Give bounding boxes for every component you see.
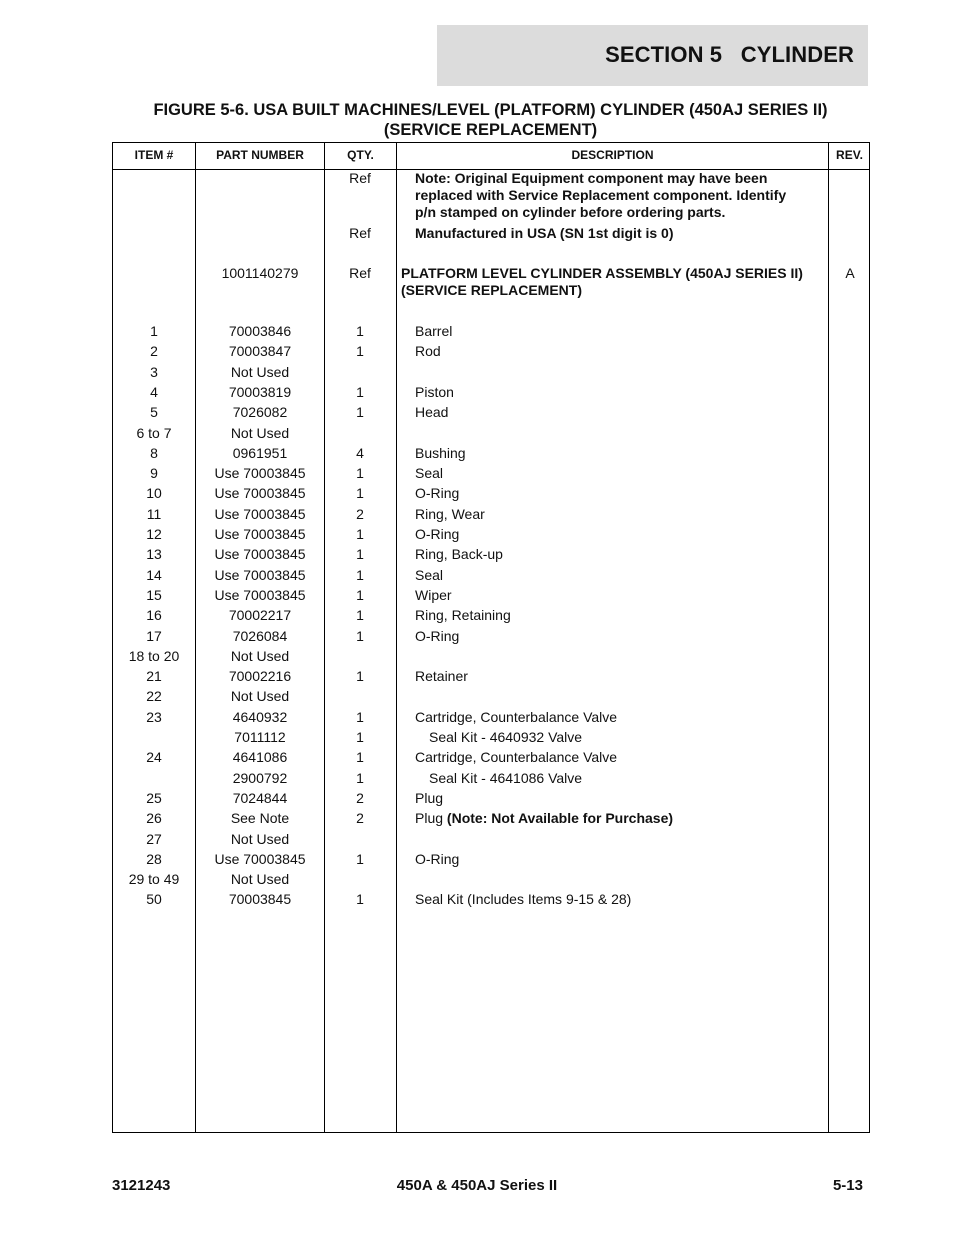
part-number: 7011112: [234, 729, 286, 745]
column-header-item: ITEM #: [134, 148, 174, 162]
assembly-row: [113, 265, 869, 305]
part-number: 7024844: [232, 789, 288, 806]
table-row: [113, 546, 869, 566]
item-number: 26: [146, 810, 162, 827]
part-number: See Note: [230, 810, 290, 827]
quantity: 2: [356, 810, 364, 827]
assembly-description-line: PLATFORM LEVEL CYLINDER ASSEMBLY (450AJ SERIES II): [401, 265, 803, 281]
note-line: Manufactured in USA (SN 1st digit is 0): [415, 225, 674, 241]
assembly-qty: Ref: [349, 265, 371, 281]
table-row: [113, 384, 869, 404]
table-row: [113, 404, 869, 424]
quantity: 1: [356, 607, 364, 624]
part-number: Not Used: [230, 688, 290, 705]
description: [415, 506, 485, 523]
table-row: [113, 810, 869, 830]
item-number: 22: [146, 688, 162, 705]
description: [415, 343, 441, 360]
table-row: [113, 891, 869, 911]
table-row: [113, 425, 869, 445]
item-number: 29 to 49: [128, 871, 180, 888]
note-text: [415, 170, 786, 221]
note-qty: Ref: [349, 225, 371, 241]
description-text: Seal: [415, 566, 444, 583]
figure-title: [112, 100, 869, 140]
description-text: O-Ring: [415, 485, 460, 502]
description-text: Wiper: [415, 586, 452, 603]
note-line: replaced with Service Replacement component. Identify: [415, 187, 787, 203]
description-text: Seal Kit - 4640932 Valve: [429, 729, 583, 745]
quantity: 2: [356, 505, 364, 522]
description-text: Head: [415, 404, 449, 421]
column-header-description: DESCRIPTION: [571, 148, 654, 162]
item-number: 23: [146, 708, 162, 725]
assembly-part-number: 1001140279: [221, 265, 299, 281]
part-number: Use 70003845: [214, 465, 306, 482]
description: [415, 668, 468, 685]
part-number: 7026084: [232, 627, 288, 644]
item-number: 17: [146, 627, 162, 644]
quantity: 1: [356, 546, 364, 563]
item-number: 28: [146, 850, 162, 867]
column-header-part-number: PART NUMBER: [216, 148, 304, 162]
table-row: [113, 465, 869, 485]
part-number: 70003819: [228, 383, 292, 400]
assembly-description-line: (SERVICE REPLACEMENT): [401, 282, 582, 298]
table-row: [113, 485, 869, 505]
part-number: 0961951: [232, 444, 288, 461]
item-number: 11: [146, 505, 162, 522]
quantity: 1: [356, 404, 364, 421]
quantity: 1: [356, 708, 364, 725]
table-row: [113, 668, 869, 688]
description-text: Bushing: [415, 444, 466, 461]
description: [415, 607, 511, 624]
description: [415, 485, 459, 502]
quantity: 4: [356, 444, 364, 461]
quantity: 1: [356, 769, 364, 786]
description-text: Cartridge, Counterbalance Valve: [415, 749, 618, 766]
description: [415, 384, 454, 401]
item-number: 14: [146, 566, 162, 583]
item-number: 21: [146, 668, 162, 685]
description-text: Seal Kit (Includes Items 9-15 & 28): [415, 891, 632, 908]
table-row: [113, 749, 869, 769]
table-row: [113, 770, 869, 790]
part-number: Use 70003845: [214, 485, 306, 502]
item-number: 16: [146, 607, 162, 624]
item-number: 50: [146, 891, 162, 908]
item-number: 3: [150, 363, 158, 380]
description: [415, 587, 452, 604]
table-row: [113, 871, 869, 891]
item-number: 9: [150, 465, 158, 482]
item-number: 6 to 7: [136, 424, 172, 441]
table-row: [113, 364, 869, 384]
item-number: 13: [146, 546, 162, 563]
description: [415, 810, 673, 827]
item-number: 1: [150, 323, 158, 339]
item-number: 27: [146, 830, 162, 847]
section-banner: [437, 25, 868, 86]
item-number: 8: [150, 444, 158, 461]
assembly-rev: A: [845, 265, 855, 281]
description: [415, 709, 617, 726]
quantity: 1: [356, 729, 364, 745]
quantity: 1: [356, 323, 364, 339]
part-number: Use 70003845: [214, 546, 306, 563]
quantity: 1: [356, 383, 364, 400]
part-number: 70003845: [228, 891, 292, 908]
note-row: [113, 225, 869, 245]
quantity: 1: [356, 566, 364, 583]
note-line: Note: Original Equipment component may have been: [415, 170, 768, 186]
description: [429, 770, 582, 787]
table-row: [113, 628, 869, 648]
part-number: 70002217: [228, 607, 292, 624]
item-number: 4: [150, 383, 158, 400]
quantity: 1: [356, 485, 364, 502]
table-row: [113, 790, 869, 810]
quantity: 1: [356, 668, 364, 685]
table-row: [113, 323, 869, 343]
description-text: Ring, Back-up: [415, 546, 503, 563]
quantity: 1: [356, 465, 364, 482]
part-number: 70002216: [228, 668, 292, 685]
item-number: 10: [146, 485, 162, 502]
table-row: [113, 709, 869, 729]
description-text: Cartridge, Counterbalance Valve: [415, 708, 618, 725]
description: [415, 404, 448, 421]
assembly-description: [401, 265, 803, 299]
page-number: 5-13: [832, 1177, 863, 1194]
description: [415, 891, 631, 908]
description-text: Piston: [415, 383, 454, 400]
description-text: O-Ring: [415, 850, 460, 867]
part-number: Use 70003845: [214, 850, 306, 867]
part-number: Not Used: [230, 424, 290, 441]
description-text: Ring, Wear: [415, 505, 485, 522]
table-row: [113, 729, 869, 749]
quantity: 1: [356, 627, 364, 644]
item-number: 25: [146, 789, 162, 806]
description-text: Retainer: [415, 668, 468, 685]
description-text: O-Ring: [415, 526, 460, 542]
description: [415, 526, 459, 543]
description: [429, 729, 582, 746]
part-number: 70003846: [228, 323, 292, 339]
quantity: 1: [356, 749, 364, 766]
part-number: Use 70003845: [214, 526, 306, 542]
table-row: [113, 607, 869, 627]
quantity: 1: [356, 343, 364, 360]
table-row: [113, 506, 869, 526]
description-note: (Note: Not Available for Purchase): [446, 810, 674, 827]
part-number: Not Used: [230, 647, 290, 664]
description: [415, 567, 443, 584]
table-row: [113, 851, 869, 871]
parts-table: [112, 142, 870, 1133]
quantity: 1: [356, 891, 364, 908]
quantity: 2: [356, 789, 364, 806]
description: [415, 546, 503, 563]
table-row: [113, 567, 869, 587]
description-text: Seal Kit - 4641086 Valve: [429, 769, 583, 786]
part-number: 70003847: [228, 343, 292, 360]
part-number: 2900792: [232, 769, 288, 786]
item-number: 12: [146, 526, 162, 542]
part-number: 4640932: [232, 708, 288, 725]
note-qty: Ref: [349, 170, 371, 186]
table-row: [113, 587, 869, 607]
item-number: 18 to 20: [128, 647, 180, 664]
part-number: Not Used: [230, 830, 290, 847]
table-row: [113, 831, 869, 851]
part-number: Not Used: [230, 363, 290, 380]
description-text: Plug: [415, 810, 447, 827]
description-text: Seal: [415, 465, 444, 482]
part-number: Use 70003845: [214, 566, 306, 583]
table-row: [113, 445, 869, 465]
description: [415, 445, 466, 462]
description-text: O-Ring: [415, 627, 460, 644]
description: [415, 628, 459, 645]
table-row: [113, 688, 869, 708]
table-row: [113, 648, 869, 668]
figure-title-line-1: FIGURE 5-6. USA BUILT MACHINES/LEVEL (PLATFORM) CYLINDER (450AJ SERIES II): [153, 101, 828, 119]
description-text: Rod: [415, 343, 441, 360]
table-row: [113, 343, 869, 363]
part-number: 7026082: [232, 404, 288, 421]
description-text: Plug: [415, 789, 444, 806]
model-name: 450A & 450AJ Series II: [396, 1177, 558, 1194]
item-number: 5: [150, 404, 158, 421]
column-header-qty: QTY.: [347, 148, 374, 162]
part-number: 4641086: [232, 749, 288, 766]
item-number: 2: [150, 343, 158, 360]
note-line: p/n stamped on cylinder before ordering parts.: [415, 204, 726, 220]
description: [415, 790, 443, 807]
table-row: [113, 526, 869, 546]
part-number: Not Used: [230, 871, 290, 888]
description: [415, 465, 443, 482]
figure-title-line-2: (SERVICE REPLACEMENT): [383, 121, 598, 139]
part-number: Use 70003845: [214, 505, 306, 522]
item-number: 24: [146, 749, 162, 766]
description: [415, 323, 452, 340]
item-number: 15: [146, 586, 162, 603]
column-header-rev: REV.: [836, 148, 863, 162]
note-row: [113, 170, 869, 220]
description: [415, 851, 459, 868]
quantity: 1: [356, 526, 364, 542]
part-number: Use 70003845: [214, 586, 306, 603]
section-title: SECTION 5 CYLINDER: [605, 42, 854, 67]
description-text: Barrel: [415, 323, 453, 339]
quantity: 1: [356, 586, 364, 603]
quantity: 1: [356, 850, 364, 867]
description: [415, 749, 617, 766]
doc-number: 3121243: [112, 1177, 171, 1194]
description-text: Ring, Retaining: [415, 607, 511, 624]
